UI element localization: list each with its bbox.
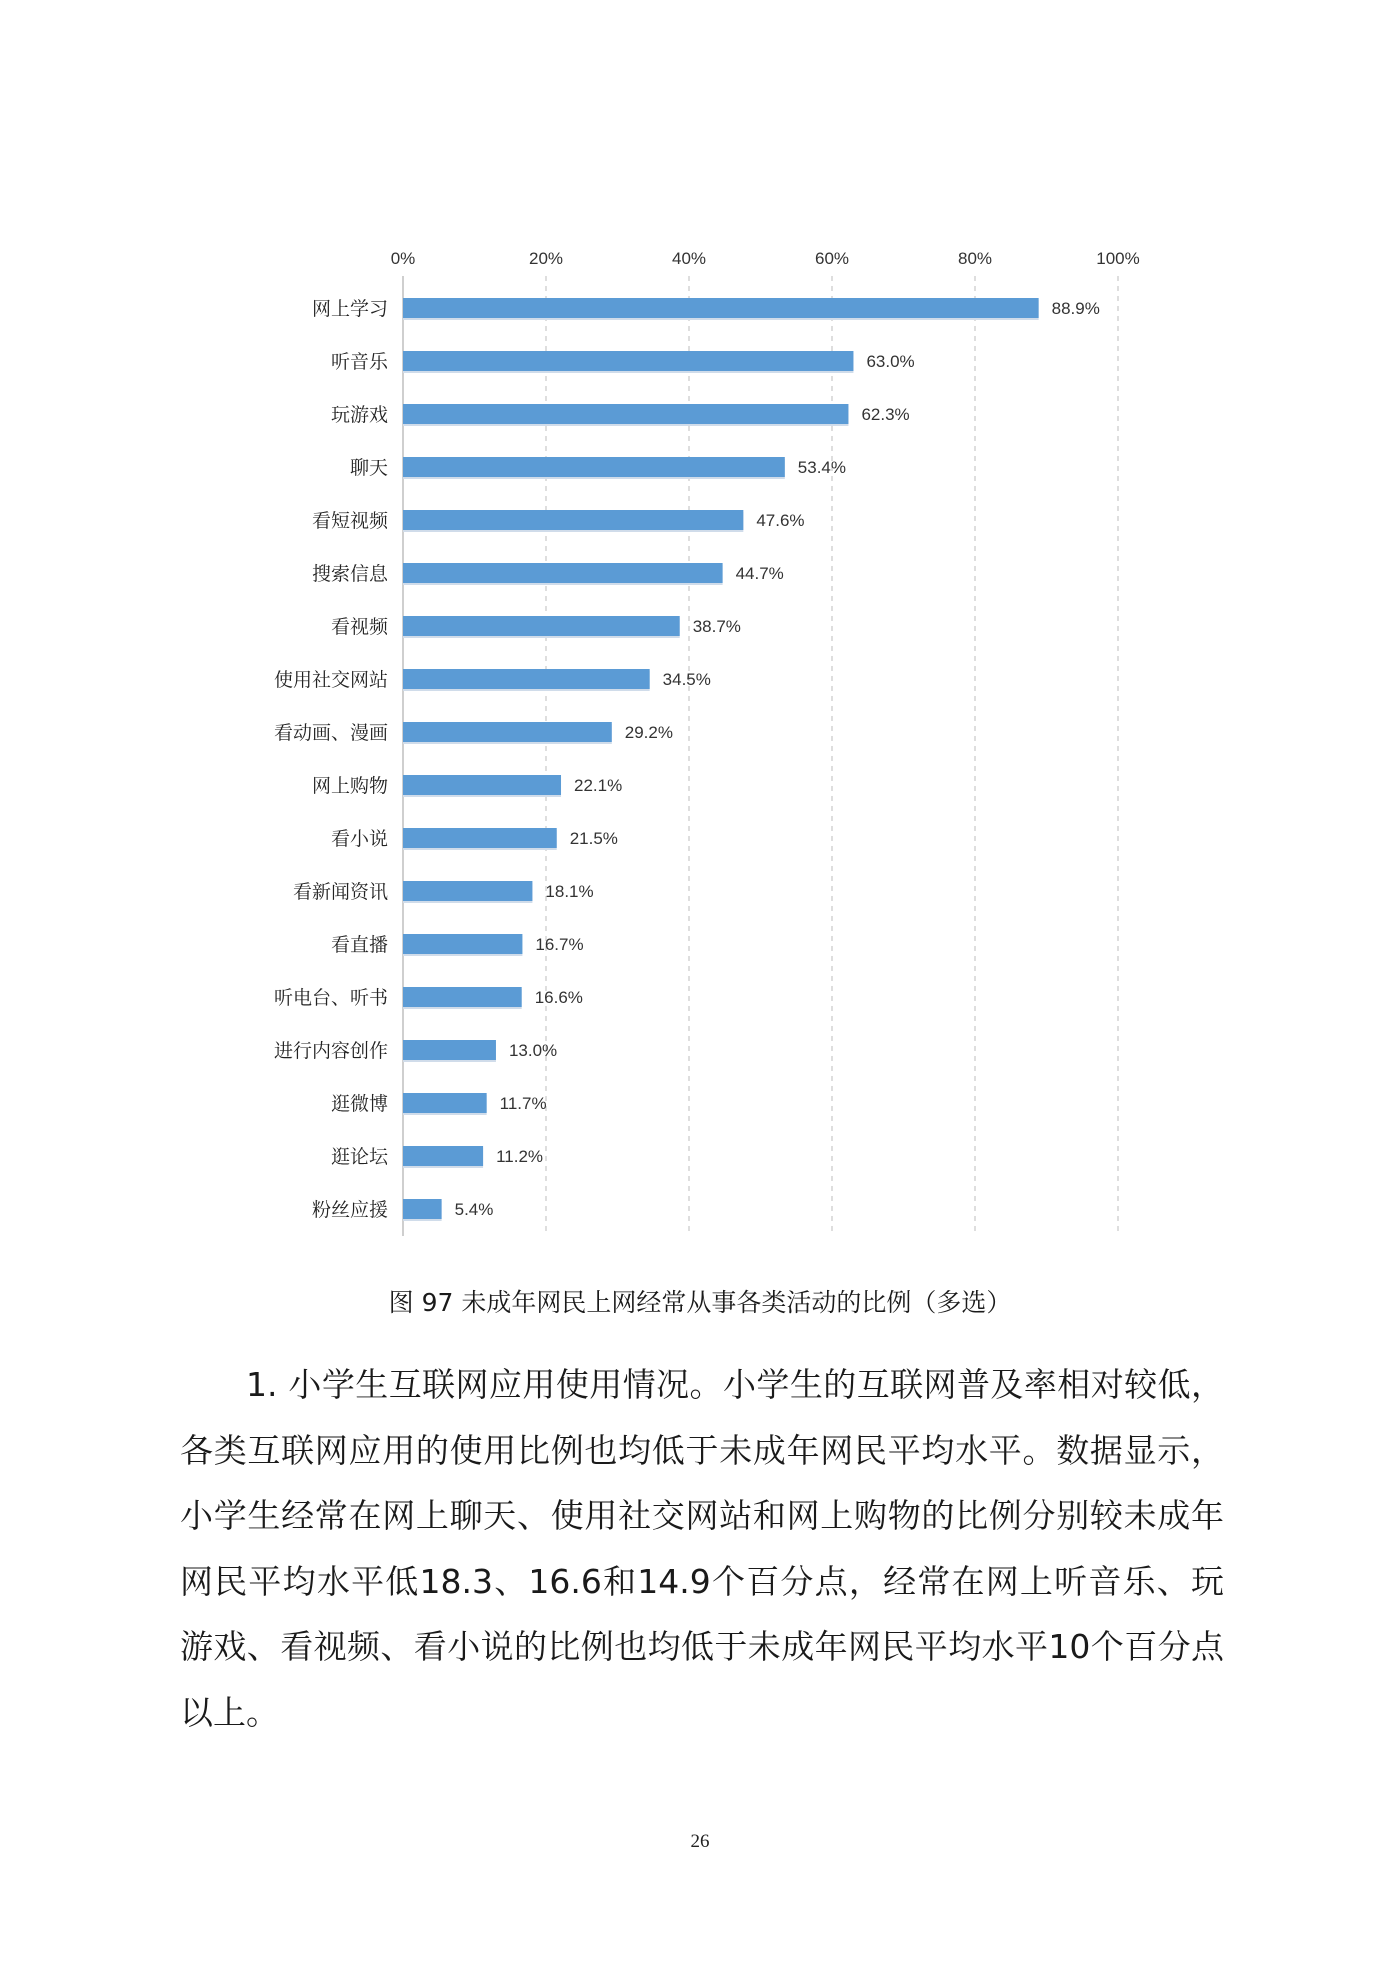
value-label: 47.6% [756,511,805,530]
body-paragraph: 1. 小学生互联网应用使用情况。小学生的互联网普及率相对较低，各类互联网应用的使用比例也均低于未成年网民平均水平。数据显示，小学生经常在网上聊天、使用社交网站和网上购物的比例分别较未成年网民平均水平低18.3、16.6和14.9个百分点，经常在网上听音乐、玩游戏、看视频、看小说的比例也均低于未成年网民平均水平10个百分点以上。 [180,1365,1224,1732]
category-label: 玩游戏 [330,404,388,426]
value-label: 44.7% [735,564,784,583]
bar [403,828,557,848]
category-label: 看视频 [330,616,388,638]
value-label: 29.2% [624,723,673,742]
x-tick-label: 80% [957,249,993,268]
bar [403,563,723,583]
bar [403,775,561,795]
bar [403,881,532,901]
bar [403,510,743,530]
bar [403,1093,487,1113]
value-label: 11.7% [499,1094,547,1113]
bar [403,1040,496,1060]
value-label: 16.6% [534,988,583,1007]
bar [403,1146,483,1166]
value-label: 38.7% [692,617,741,636]
category-label: 逛论坛 [330,1146,388,1168]
figure-caption: 图 97 未成年网民上网经常从事各类活动的比例（多选） [388,1288,1012,1317]
bar [403,987,522,1007]
category-label: 听电台、听书 [273,987,388,1009]
bar [403,457,785,477]
value-label: 18.1% [545,882,594,901]
category-label: 看动画、漫画 [273,722,388,744]
value-label: 16.7% [535,935,584,954]
bar [403,1199,442,1219]
x-tick-label: 100% [1096,249,1140,268]
category-label: 粉丝应援 [311,1199,388,1221]
category-label: 进行内容创作 [273,1040,388,1062]
bar [403,298,1039,318]
category-label: 看直播 [330,934,388,956]
bar [403,616,680,636]
value-label: 34.5% [662,670,711,689]
category-label: 看小说 [330,828,388,850]
value-label: 5.4% [454,1200,494,1219]
chart-bars [403,298,1039,1221]
value-label: 22.1% [574,776,623,795]
category-label: 使用社交网站 [273,669,388,691]
x-tick-label: 60% [814,249,850,268]
value-label: 63.0% [866,352,915,371]
chart-x-axis-ticks [391,249,1140,268]
category-label: 网上购物 [311,775,388,797]
value-label: 88.9% [1051,299,1100,318]
page-number: 26 [690,1831,710,1852]
value-label: 13.0% [508,1041,558,1060]
category-label: 聊天 [349,457,388,479]
bar [403,669,650,689]
x-tick-label: 20% [528,249,564,268]
chart-value-labels [455,299,1100,1219]
bar [403,934,522,954]
category-label: 听音乐 [330,351,388,373]
bar [403,722,612,742]
bar [403,404,848,424]
category-label: 逛微博 [330,1093,388,1115]
bar [403,351,853,371]
category-label: 搜索信息 [311,563,388,585]
value-label: 53.4% [797,458,847,477]
category-label: 网上学习 [311,298,388,320]
category-label: 看短视频 [311,510,388,532]
category-label: 看新闻资讯 [292,881,388,903]
x-tick-label: 40% [671,249,707,268]
value-label: 21.5% [569,829,618,848]
x-tick-label: 0% [390,249,416,268]
value-label: 11.2% [496,1147,544,1166]
value-label: 62.3% [861,405,910,424]
chart-category-labels [274,298,389,1221]
